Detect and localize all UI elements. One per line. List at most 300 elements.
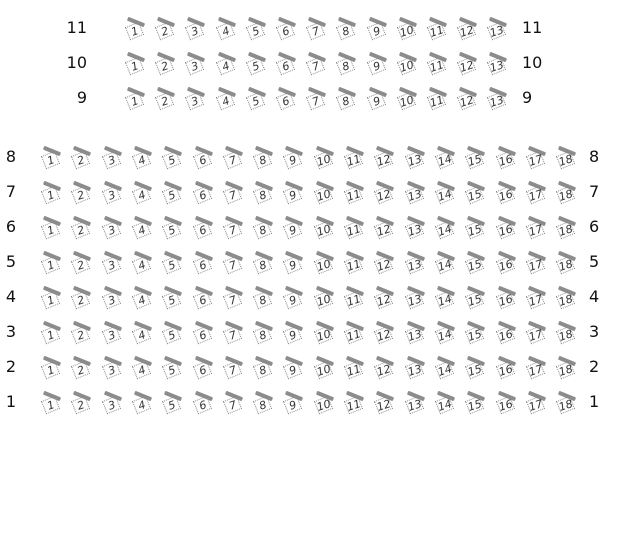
seat[interactable] xyxy=(313,182,335,206)
seat-number: 11 xyxy=(345,397,363,414)
seat-number: 8 xyxy=(257,398,269,413)
seat[interactable] xyxy=(282,392,304,416)
seat[interactable] xyxy=(525,147,547,171)
seat[interactable] xyxy=(464,357,486,381)
seat[interactable] xyxy=(313,287,335,311)
seat[interactable] xyxy=(184,53,206,77)
seat-number: 3 xyxy=(189,94,201,109)
seat-number: 1 xyxy=(45,223,57,238)
seat[interactable] xyxy=(373,147,395,171)
seat-number: 9 xyxy=(287,328,299,343)
seat-number: 10 xyxy=(314,152,333,169)
seat-number: 7 xyxy=(310,94,322,109)
seat-number: 4 xyxy=(136,328,148,343)
seat[interactable] xyxy=(124,18,146,42)
seat[interactable] xyxy=(313,357,335,381)
seat[interactable] xyxy=(426,18,448,42)
seat[interactable] xyxy=(252,357,274,381)
seat[interactable] xyxy=(555,182,577,206)
seat[interactable] xyxy=(404,147,426,171)
seat[interactable] xyxy=(131,392,153,416)
seat[interactable] xyxy=(343,392,365,416)
seat[interactable] xyxy=(373,392,395,416)
seat[interactable] xyxy=(252,322,274,346)
seat[interactable] xyxy=(495,287,517,311)
seat[interactable] xyxy=(252,147,274,171)
seat-number: 5 xyxy=(166,188,178,203)
row-label-right: 5 xyxy=(589,252,600,271)
seat[interactable] xyxy=(555,357,577,381)
seat[interactable] xyxy=(70,287,92,311)
seat[interactable] xyxy=(222,252,244,276)
seat[interactable] xyxy=(161,217,183,241)
seat[interactable] xyxy=(313,217,335,241)
seat[interactable] xyxy=(464,287,486,311)
seat[interactable] xyxy=(192,357,214,381)
seat-number: 9 xyxy=(371,59,382,74)
seat-number: 10 xyxy=(314,292,333,309)
seat[interactable] xyxy=(464,182,486,206)
seat[interactable] xyxy=(184,18,206,42)
seat-number: 2 xyxy=(159,59,171,74)
seat[interactable] xyxy=(192,287,214,311)
seat-number: 9 xyxy=(371,94,382,109)
seat-number: 9 xyxy=(287,153,299,168)
seat-number: 4 xyxy=(220,24,231,39)
seat-number: 17 xyxy=(526,292,545,309)
seat[interactable] xyxy=(426,88,448,112)
seat-number: 18 xyxy=(557,257,575,274)
seat[interactable] xyxy=(525,252,547,276)
seat-number: 17 xyxy=(526,152,545,169)
seat-number: 2 xyxy=(75,398,87,413)
seat[interactable] xyxy=(495,252,517,276)
seat[interactable] xyxy=(396,88,418,112)
seat[interactable] xyxy=(434,287,456,311)
seat[interactable] xyxy=(161,182,183,206)
seat[interactable] xyxy=(282,252,304,276)
seat[interactable] xyxy=(335,88,357,112)
seat[interactable] xyxy=(154,88,176,112)
seat[interactable] xyxy=(70,182,92,206)
seat-number: 4 xyxy=(136,188,148,203)
seat[interactable] xyxy=(434,217,456,241)
seat[interactable] xyxy=(434,357,456,381)
seat-number: 12 xyxy=(375,327,393,344)
seat[interactable] xyxy=(161,392,183,416)
seat[interactable] xyxy=(555,392,577,416)
seat[interactable] xyxy=(335,53,357,77)
seat-number: 1 xyxy=(45,293,57,308)
seat-number: 7 xyxy=(227,258,238,273)
seat[interactable] xyxy=(555,217,577,241)
seat[interactable] xyxy=(70,357,92,381)
row-label-right: 8 xyxy=(589,147,600,166)
seat[interactable] xyxy=(252,252,274,276)
seat[interactable] xyxy=(70,392,92,416)
seat[interactable] xyxy=(555,147,577,171)
seat[interactable] xyxy=(192,392,214,416)
seat[interactable] xyxy=(525,217,547,241)
seat[interactable] xyxy=(275,88,297,112)
seat-number: 13 xyxy=(488,58,506,75)
seat[interactable] xyxy=(40,182,62,206)
seat[interactable] xyxy=(40,322,62,346)
seat-number: 2 xyxy=(75,363,87,378)
row-label-left: 2 xyxy=(5,357,16,376)
seat-number: 8 xyxy=(257,258,269,273)
seat-number: 10 xyxy=(397,93,416,110)
seat[interactable] xyxy=(313,147,335,171)
seat[interactable] xyxy=(404,287,426,311)
seat[interactable] xyxy=(245,88,267,112)
seat-number: 15 xyxy=(466,257,484,274)
seat[interactable] xyxy=(555,252,577,276)
seat[interactable] xyxy=(366,53,388,77)
seat-number: 5 xyxy=(166,293,178,308)
seat[interactable] xyxy=(464,217,486,241)
seat-number: 14 xyxy=(436,397,454,414)
seat-number: 10 xyxy=(314,362,333,379)
seat[interactable] xyxy=(434,182,456,206)
seat-number: 5 xyxy=(166,398,178,413)
seat[interactable] xyxy=(282,287,304,311)
seat-number: 10 xyxy=(314,397,333,414)
seat-number: 14 xyxy=(436,152,454,169)
seat[interactable] xyxy=(222,357,244,381)
seat-number: 17 xyxy=(526,327,545,344)
seat[interactable] xyxy=(252,392,274,416)
seat-number: 1 xyxy=(45,258,57,273)
seat[interactable] xyxy=(101,217,123,241)
seat[interactable] xyxy=(101,322,123,346)
seat[interactable] xyxy=(40,392,62,416)
seat-number: 17 xyxy=(526,187,545,204)
seat[interactable] xyxy=(555,287,577,311)
seat[interactable] xyxy=(486,53,508,77)
seat-number: 12 xyxy=(458,58,476,75)
seat[interactable] xyxy=(222,322,244,346)
seat[interactable] xyxy=(525,357,547,381)
seat-number: 4 xyxy=(136,258,148,273)
seat-number: 6 xyxy=(280,59,292,74)
seat[interactable] xyxy=(464,147,486,171)
seat[interactable] xyxy=(222,392,244,416)
seat-number: 11 xyxy=(428,58,446,75)
seat[interactable] xyxy=(305,88,327,112)
seat[interactable] xyxy=(313,252,335,276)
seat[interactable] xyxy=(154,18,176,42)
seat-number: 3 xyxy=(106,258,117,273)
seat-number: 7 xyxy=(227,153,238,168)
row-label-left: 1 xyxy=(5,392,16,411)
seat[interactable] xyxy=(495,217,517,241)
seat[interactable] xyxy=(192,182,214,206)
seat-number: 4 xyxy=(136,293,148,308)
seat-number: 3 xyxy=(106,293,117,308)
seat[interactable] xyxy=(313,392,335,416)
seat-number: 3 xyxy=(106,153,117,168)
seat-number: 13 xyxy=(405,257,424,274)
seat[interactable] xyxy=(131,147,153,171)
seat[interactable] xyxy=(335,18,357,42)
seat-number: 8 xyxy=(257,223,269,238)
seat[interactable] xyxy=(101,287,123,311)
seat[interactable] xyxy=(70,217,92,241)
row-label-left: 5 xyxy=(5,252,16,271)
seat[interactable] xyxy=(282,217,304,241)
seat[interactable] xyxy=(161,287,183,311)
seat[interactable] xyxy=(245,53,267,77)
seat[interactable] xyxy=(305,18,327,42)
seat-number: 16 xyxy=(496,222,515,239)
seat[interactable] xyxy=(252,287,274,311)
seat[interactable] xyxy=(486,88,508,112)
seat[interactable] xyxy=(555,322,577,346)
row-label-right: 9 xyxy=(522,88,533,107)
seat-number: 7 xyxy=(310,59,322,74)
seat-number: 12 xyxy=(375,222,393,239)
seat-number: 14 xyxy=(436,187,454,204)
seat[interactable] xyxy=(343,252,365,276)
seat[interactable] xyxy=(343,217,365,241)
seat[interactable] xyxy=(525,287,547,311)
seat-number: 15 xyxy=(466,362,484,379)
seat-number: 8 xyxy=(340,24,352,39)
seat[interactable] xyxy=(373,182,395,206)
row-label-left: 10 xyxy=(66,53,87,72)
seat-number: 12 xyxy=(375,257,393,274)
seat[interactable] xyxy=(434,392,456,416)
seat-number: 11 xyxy=(345,292,363,309)
seat[interactable] xyxy=(101,147,123,171)
seat[interactable] xyxy=(40,287,62,311)
seat-number: 8 xyxy=(340,94,352,109)
seat-number: 3 xyxy=(189,24,201,39)
seat-number: 5 xyxy=(250,94,261,109)
seat[interactable] xyxy=(161,252,183,276)
seat-number: 7 xyxy=(227,223,238,238)
row-label-left: 4 xyxy=(5,287,16,306)
seat[interactable] xyxy=(40,147,62,171)
row-label-right: 6 xyxy=(589,217,600,236)
row-label-left: 6 xyxy=(5,217,16,236)
seat[interactable] xyxy=(184,88,206,112)
seat-number: 5 xyxy=(250,59,261,74)
seat[interactable] xyxy=(404,182,426,206)
seat-number: 10 xyxy=(314,222,333,239)
seat[interactable] xyxy=(131,217,153,241)
seat[interactable] xyxy=(366,88,388,112)
row-label-right: 7 xyxy=(589,182,600,201)
seat[interactable] xyxy=(495,357,517,381)
seat-number: 15 xyxy=(466,327,484,344)
seat[interactable] xyxy=(404,392,426,416)
seat[interactable] xyxy=(101,357,123,381)
seat[interactable] xyxy=(70,252,92,276)
seat[interactable] xyxy=(404,217,426,241)
seat-number: 2 xyxy=(75,293,87,308)
seat-number: 16 xyxy=(496,362,515,379)
seat[interactable] xyxy=(275,18,297,42)
seat[interactable] xyxy=(456,18,478,42)
seat[interactable] xyxy=(373,357,395,381)
seat-number: 1 xyxy=(45,328,57,343)
seat-number: 8 xyxy=(257,293,269,308)
row-label-left: 7 xyxy=(5,182,16,201)
seat[interactable] xyxy=(101,252,123,276)
seat[interactable] xyxy=(252,217,274,241)
seat[interactable] xyxy=(192,217,214,241)
seat[interactable] xyxy=(131,357,153,381)
seat-number: 6 xyxy=(197,223,208,238)
seat-number: 8 xyxy=(257,188,269,203)
seat[interactable] xyxy=(70,322,92,346)
seat-number: 1 xyxy=(129,94,141,109)
seat[interactable] xyxy=(161,147,183,171)
seat[interactable] xyxy=(343,147,365,171)
seat-number: 8 xyxy=(340,59,352,74)
seat[interactable] xyxy=(192,322,214,346)
seat[interactable] xyxy=(343,357,365,381)
seat[interactable] xyxy=(396,18,418,42)
seat-number: 11 xyxy=(428,93,446,110)
seat[interactable] xyxy=(404,252,426,276)
seat-number: 10 xyxy=(314,257,333,274)
seat[interactable] xyxy=(131,182,153,206)
seat[interactable] xyxy=(495,392,517,416)
seat[interactable] xyxy=(215,53,237,77)
seat[interactable] xyxy=(456,88,478,112)
seat[interactable] xyxy=(373,322,395,346)
seat[interactable] xyxy=(222,217,244,241)
seat[interactable] xyxy=(525,182,547,206)
seat[interactable] xyxy=(343,182,365,206)
seat[interactable] xyxy=(464,392,486,416)
seat[interactable] xyxy=(434,147,456,171)
seat[interactable] xyxy=(40,217,62,241)
seat[interactable] xyxy=(396,53,418,77)
seat[interactable] xyxy=(131,252,153,276)
seat-number: 17 xyxy=(526,257,545,274)
seat-number: 17 xyxy=(526,397,545,414)
seat[interactable] xyxy=(154,53,176,77)
seat-number: 5 xyxy=(166,328,178,343)
seat[interactable] xyxy=(282,357,304,381)
seat[interactable] xyxy=(124,88,146,112)
seat[interactable] xyxy=(222,287,244,311)
seat[interactable] xyxy=(366,18,388,42)
seat[interactable] xyxy=(373,252,395,276)
seat[interactable] xyxy=(275,53,297,77)
seat-number: 7 xyxy=(227,293,238,308)
seat-number: 14 xyxy=(436,222,454,239)
seat[interactable] xyxy=(222,147,244,171)
seat-number: 14 xyxy=(436,362,454,379)
seat-number: 4 xyxy=(136,363,148,378)
seat[interactable] xyxy=(495,322,517,346)
seat[interactable] xyxy=(343,322,365,346)
seat[interactable] xyxy=(313,322,335,346)
seat-number: 18 xyxy=(557,152,575,169)
seat[interactable] xyxy=(426,53,448,77)
seat[interactable] xyxy=(252,182,274,206)
seat[interactable] xyxy=(434,252,456,276)
seat-number: 1 xyxy=(45,363,57,378)
seat-number: 9 xyxy=(287,223,299,238)
seat-number: 13 xyxy=(488,23,506,40)
seat-number: 3 xyxy=(106,363,117,378)
seat[interactable] xyxy=(282,182,304,206)
seat-number: 13 xyxy=(405,222,424,239)
seat[interactable] xyxy=(464,252,486,276)
seat[interactable] xyxy=(161,322,183,346)
seat[interactable] xyxy=(486,18,508,42)
seat[interactable] xyxy=(40,357,62,381)
seat[interactable] xyxy=(305,53,327,77)
seat[interactable] xyxy=(495,182,517,206)
seat-number: 10 xyxy=(314,327,333,344)
seat-number: 4 xyxy=(136,398,148,413)
seat[interactable] xyxy=(373,217,395,241)
seat-number: 18 xyxy=(557,362,575,379)
seat[interactable] xyxy=(282,322,304,346)
seat[interactable] xyxy=(525,392,547,416)
seat[interactable] xyxy=(70,147,92,171)
seat[interactable] xyxy=(434,322,456,346)
seat[interactable] xyxy=(161,357,183,381)
seat-number: 1 xyxy=(45,153,57,168)
seat-number: 2 xyxy=(75,258,87,273)
seat[interactable] xyxy=(40,252,62,276)
seat-number: 15 xyxy=(466,222,484,239)
seat[interactable] xyxy=(245,18,267,42)
seat[interactable] xyxy=(101,182,123,206)
seat-number: 4 xyxy=(220,94,231,109)
seat[interactable] xyxy=(404,322,426,346)
seat-number: 18 xyxy=(557,222,575,239)
seat-number: 11 xyxy=(345,327,363,344)
seat[interactable] xyxy=(131,322,153,346)
seat[interactable] xyxy=(222,182,244,206)
seat-number: 6 xyxy=(280,24,292,39)
seat[interactable] xyxy=(404,357,426,381)
seat[interactable] xyxy=(192,252,214,276)
seat[interactable] xyxy=(124,53,146,77)
seat-number: 13 xyxy=(405,327,424,344)
seat[interactable] xyxy=(464,322,486,346)
seat[interactable] xyxy=(215,88,237,112)
seat[interactable] xyxy=(343,287,365,311)
seat-number: 9 xyxy=(287,363,299,378)
seat-number: 11 xyxy=(345,362,363,379)
seat[interactable] xyxy=(495,147,517,171)
seat[interactable] xyxy=(192,147,214,171)
seat[interactable] xyxy=(373,287,395,311)
seat-number: 16 xyxy=(496,187,515,204)
seat[interactable] xyxy=(282,147,304,171)
seat-number: 5 xyxy=(166,153,178,168)
seat-number: 4 xyxy=(136,153,148,168)
seat-number: 1 xyxy=(45,188,57,203)
seat-number: 13 xyxy=(405,292,424,309)
seat[interactable] xyxy=(131,287,153,311)
seat[interactable] xyxy=(215,18,237,42)
seat[interactable] xyxy=(101,392,123,416)
seat[interactable] xyxy=(525,322,547,346)
seat-number: 3 xyxy=(106,398,117,413)
seat[interactable] xyxy=(456,53,478,77)
